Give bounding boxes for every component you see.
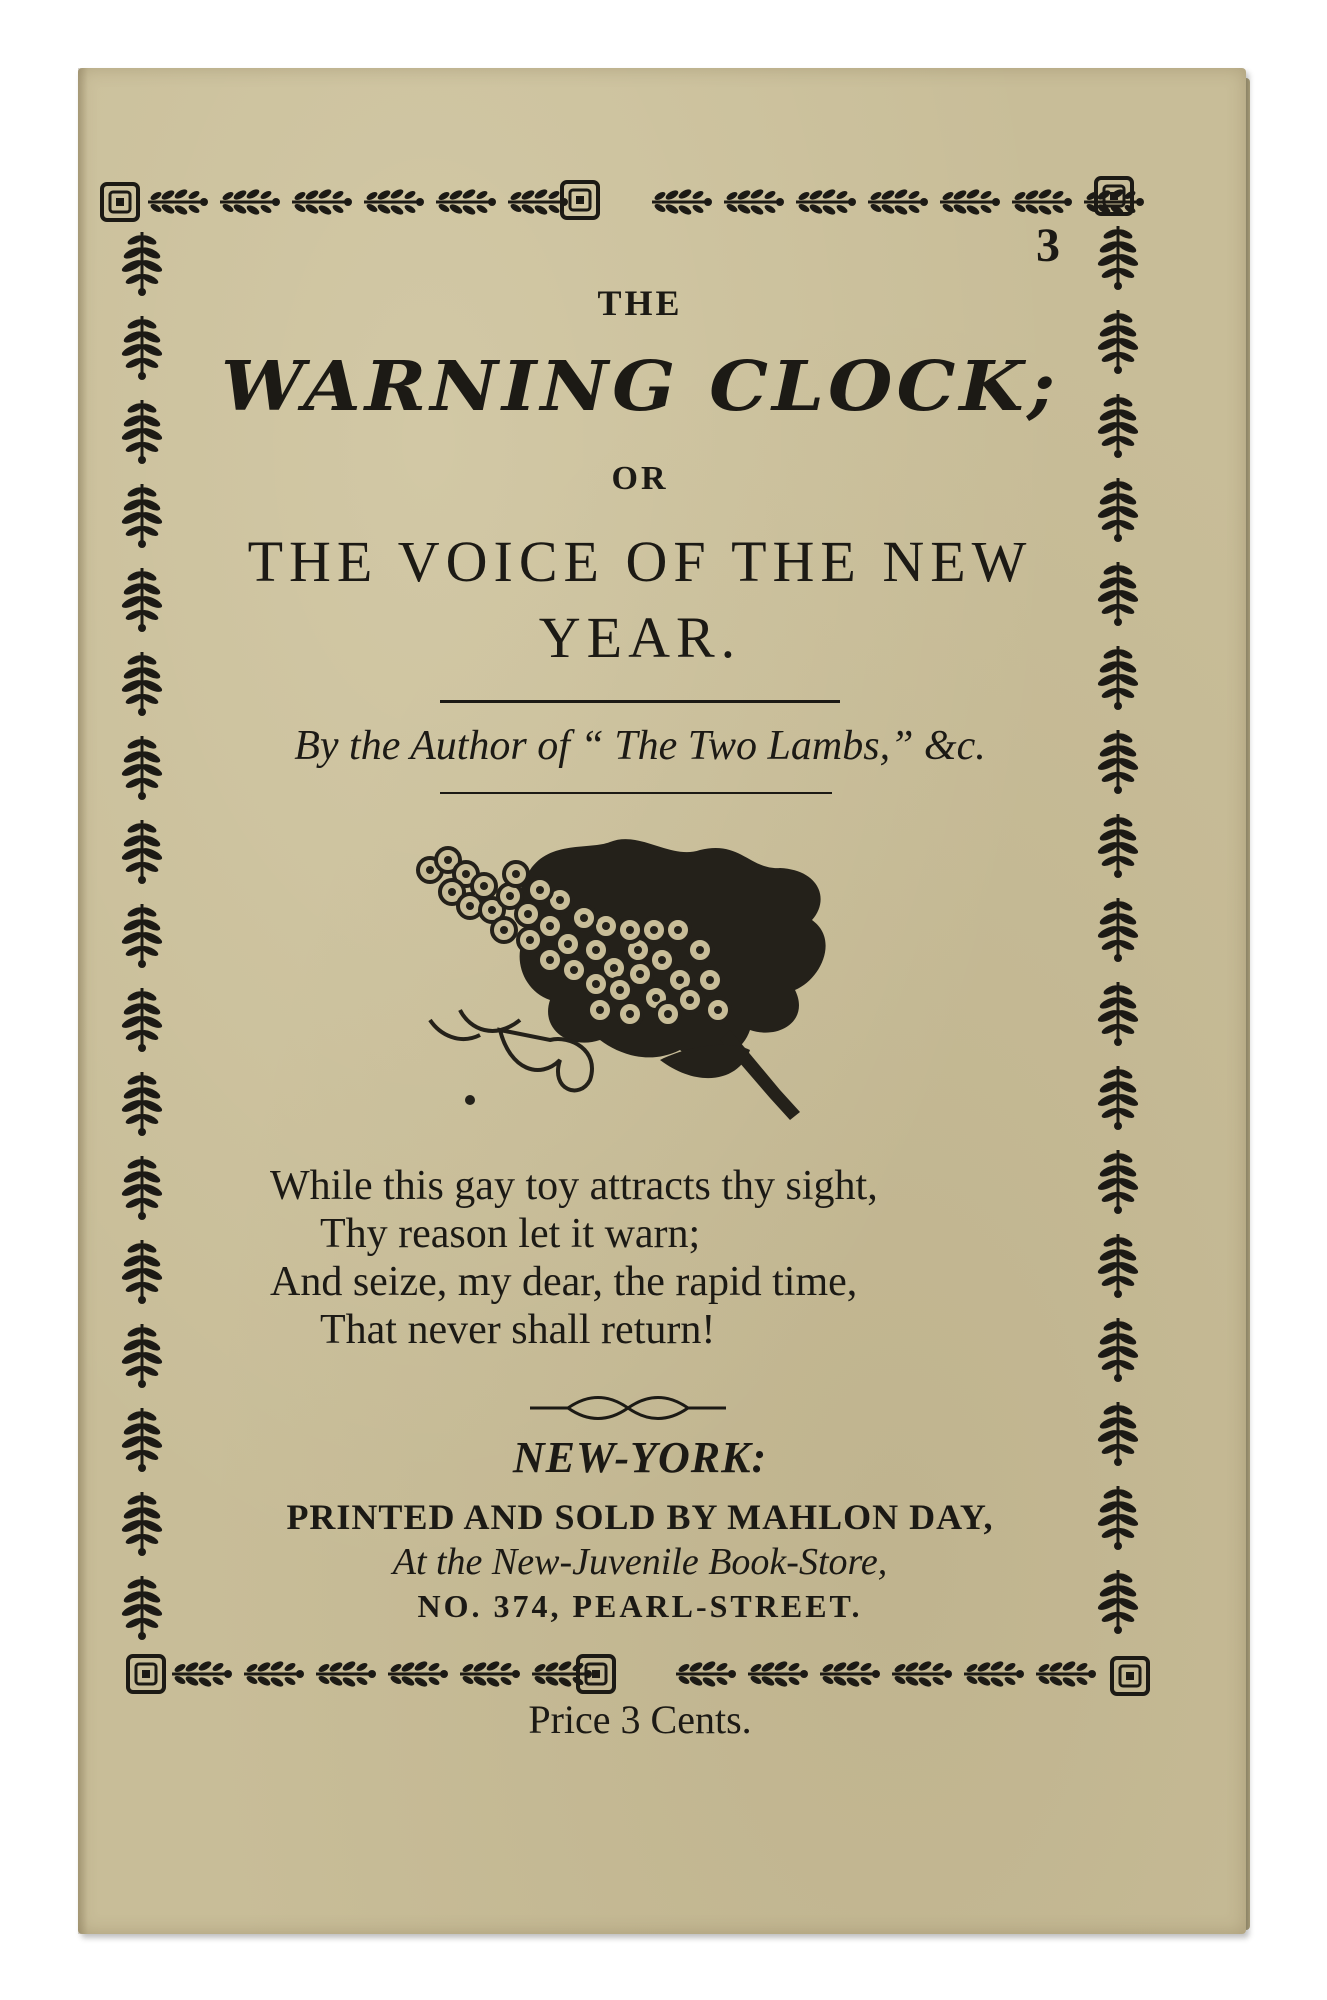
border-sprig xyxy=(120,316,163,380)
border-sprig xyxy=(532,1659,592,1688)
border-sprig xyxy=(1096,1066,1139,1130)
border-sprig xyxy=(820,1659,880,1688)
border-sprig xyxy=(1096,1234,1139,1298)
imprint-printer: PRINTED AND SOLD BY MAHLON DAY, xyxy=(286,1497,994,1537)
border-sprig xyxy=(1096,226,1139,290)
grape-center xyxy=(564,940,572,948)
grape-center xyxy=(658,956,666,964)
border-sprig xyxy=(244,1659,304,1688)
border-sprig xyxy=(652,187,712,216)
grape-center xyxy=(444,856,452,864)
title-rule-bottom xyxy=(440,792,832,794)
border-sprig xyxy=(120,1156,163,1220)
border-sprig xyxy=(120,232,163,296)
verse-line: While this gay toy attracts thy sight, xyxy=(270,1163,878,1209)
verse-block xyxy=(270,1162,1030,1354)
border-sprig xyxy=(1036,1659,1096,1688)
grape-center xyxy=(536,886,544,894)
verse-line: And seize, my dear, the rapid time, xyxy=(270,1259,858,1305)
border-sprig xyxy=(316,1659,376,1688)
border-sprig xyxy=(508,187,568,216)
border-sprig xyxy=(120,1072,163,1136)
page-number: 3 xyxy=(1036,219,1060,272)
grape-center xyxy=(610,964,618,972)
grape-center xyxy=(616,986,624,994)
border-sprig xyxy=(676,1659,736,1688)
grape-center xyxy=(636,970,644,978)
border-sprig xyxy=(460,1659,520,1688)
border-sprig xyxy=(120,400,163,464)
grape-center xyxy=(686,996,694,1004)
grape-center xyxy=(592,980,600,988)
grape-center xyxy=(480,882,488,890)
grape-center xyxy=(526,936,534,944)
ornamental-divider xyxy=(528,1390,728,1426)
grape-center xyxy=(626,926,634,934)
title-rule-top xyxy=(440,700,840,703)
verse-line: That never shall return! xyxy=(320,1307,716,1353)
border-sprig xyxy=(892,1659,952,1688)
border-sprig xyxy=(120,1324,163,1388)
border-sprig xyxy=(120,988,163,1052)
author-credit: By the Author of “ The Two Lambs,” &c. xyxy=(294,723,986,769)
border-sprig xyxy=(1012,187,1072,216)
border-sprig xyxy=(220,187,280,216)
grape-center xyxy=(506,892,514,900)
border-sprig xyxy=(940,187,1000,216)
border-sprig xyxy=(1096,1150,1139,1214)
grape-center xyxy=(634,946,642,954)
border-sprig xyxy=(120,484,163,548)
border-sprig xyxy=(1096,898,1139,962)
border-sprig xyxy=(292,187,352,216)
imprint-city: NEW-YORK: xyxy=(512,1433,768,1482)
border-sprig xyxy=(120,1492,163,1556)
border-sprig xyxy=(148,187,208,216)
grape-center xyxy=(650,926,658,934)
grape-center xyxy=(570,966,578,974)
grape-center xyxy=(462,870,470,878)
grape-center xyxy=(626,1010,634,1018)
grape-center xyxy=(602,922,610,930)
grape-center xyxy=(448,888,456,896)
grape-center xyxy=(512,870,520,878)
grape-center xyxy=(546,956,554,964)
imprint-store: At the New-Juvenile Book-Store, xyxy=(392,1541,888,1583)
grape-center xyxy=(580,914,588,922)
border-sprig xyxy=(120,1240,163,1304)
grape-center xyxy=(488,906,496,914)
grape-center xyxy=(652,994,660,1002)
border-sprig xyxy=(1096,982,1139,1046)
grape-center xyxy=(714,1006,722,1014)
border-sprig xyxy=(964,1659,1024,1688)
border-sprig xyxy=(724,187,784,216)
grapes-woodcut-illustration xyxy=(400,830,860,1130)
border-sprig xyxy=(364,187,424,216)
border-sprig xyxy=(748,1659,808,1688)
grape-center xyxy=(664,1010,672,1018)
border-sprig xyxy=(120,736,163,800)
border-sprig xyxy=(120,568,163,632)
title-or: OR xyxy=(611,460,669,497)
subtitle-line-1: THE VOICE OF THE NEW xyxy=(247,529,1033,594)
border-sprig xyxy=(120,820,163,884)
border-sprig xyxy=(388,1659,448,1688)
grape-center xyxy=(546,922,554,930)
grape-center xyxy=(674,926,682,934)
border-sprig xyxy=(120,904,163,968)
border-sprig xyxy=(1096,1318,1139,1382)
subtitle-line-2: YEAR. xyxy=(538,605,742,670)
grape-center xyxy=(596,1006,604,1014)
grape-center xyxy=(592,946,600,954)
verse-line: Thy reason let it warn; xyxy=(320,1211,701,1257)
grape-center xyxy=(524,910,532,918)
grape-center xyxy=(706,976,714,984)
price-label: Price 3 Cents. xyxy=(528,1697,752,1742)
imprint-address: NO. 374, PEARL-STREET. xyxy=(417,1588,863,1624)
border-sprig xyxy=(436,187,496,216)
grape-center xyxy=(426,866,434,874)
grape-center xyxy=(696,946,704,954)
border-sprig xyxy=(868,187,928,216)
border-sprig xyxy=(120,1408,163,1472)
border-sprig xyxy=(120,1576,163,1640)
grape-center xyxy=(466,902,474,910)
main-title: WARNING CLOCK; xyxy=(220,347,1060,427)
border-sprig xyxy=(172,1659,232,1688)
grape-center xyxy=(556,896,564,904)
grape-center xyxy=(676,976,684,984)
border-sprig xyxy=(796,187,856,216)
border-sprig xyxy=(120,652,163,716)
grape-center xyxy=(500,926,508,934)
border-sprig xyxy=(1096,814,1139,878)
title-article: THE xyxy=(597,283,683,323)
